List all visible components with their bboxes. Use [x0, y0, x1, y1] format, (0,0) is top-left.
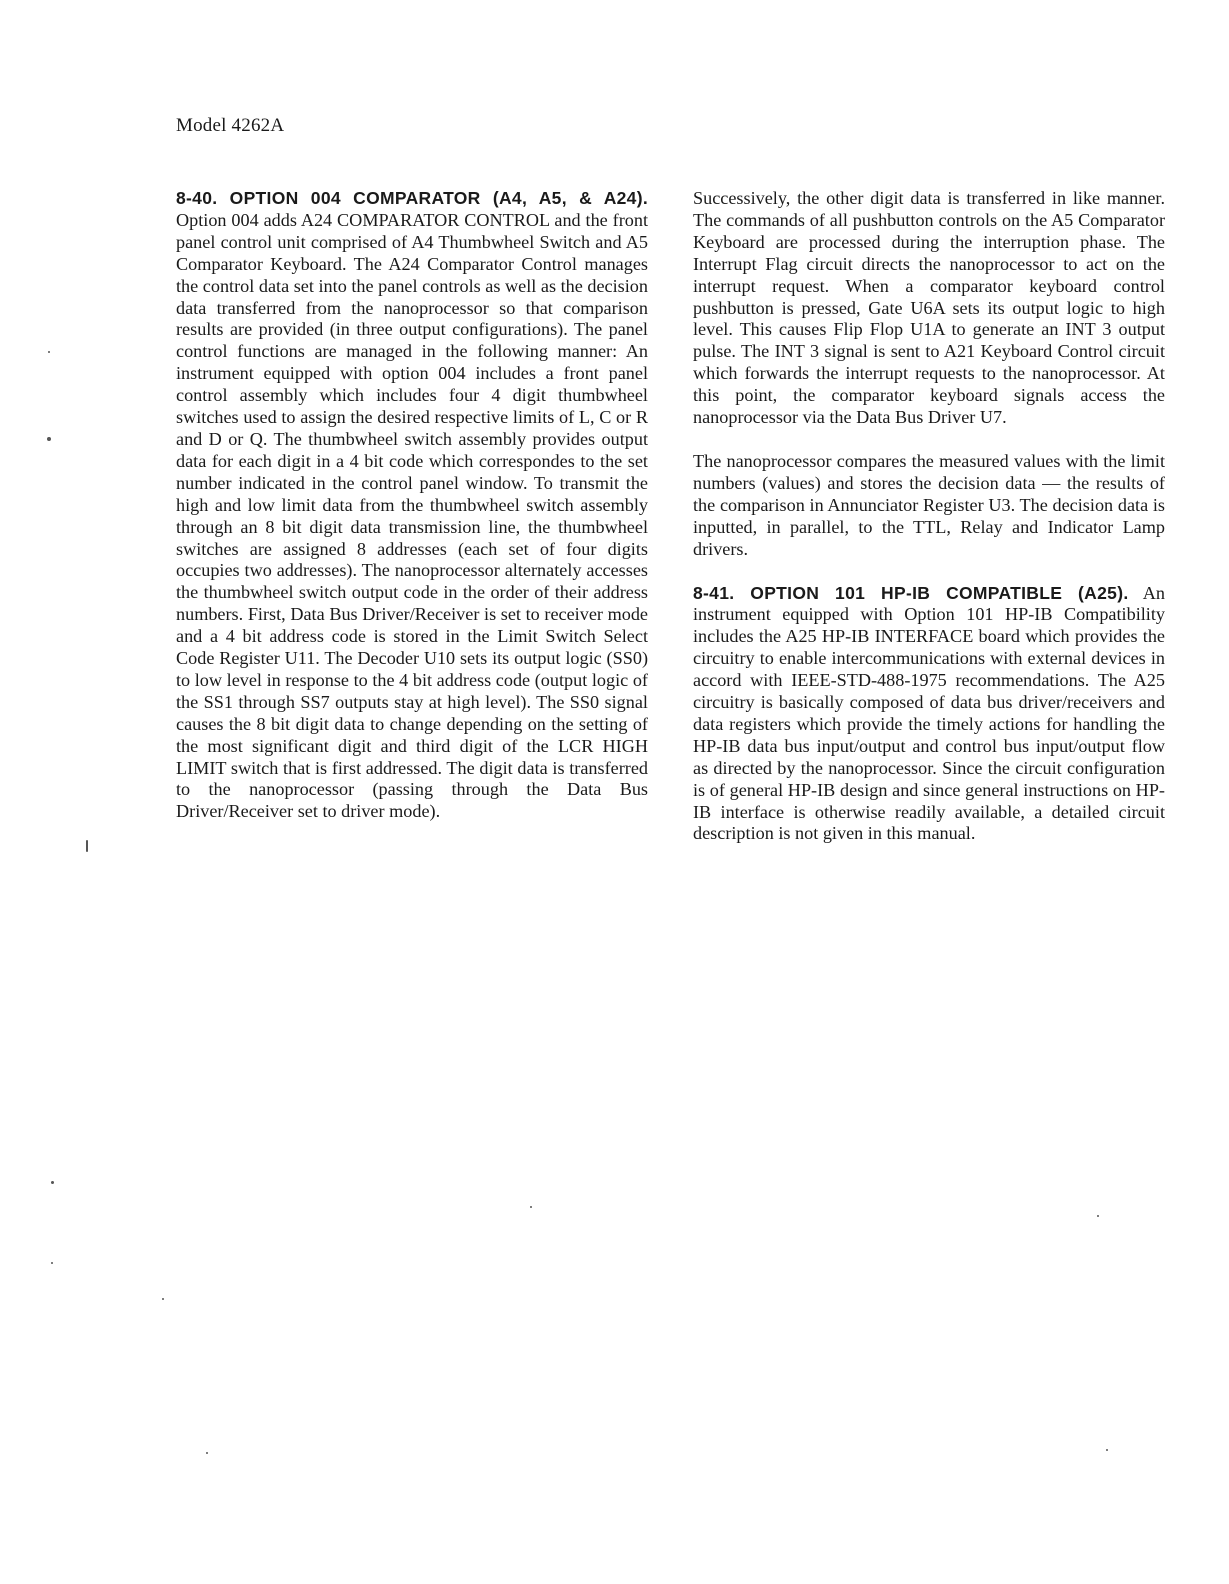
scan-speck — [1106, 1449, 1108, 1451]
scan-speck — [530, 1206, 532, 1208]
scan-speck — [51, 1181, 54, 1184]
section-heading-8-41: 8-41. OPTION 101 HP-IB COMPATIBLE (A25). — [693, 582, 1129, 603]
paragraph-comparison: The nanoprocessor compares the measured values with the limit numbers (values) and stores the decision data — the results of the comparison in Annunciator Register U3. The decision data is inputted, in parallel, to the TTL, Relay and Indicator Lamp drivers. — [693, 450, 1165, 559]
paragraph-continuation: Successively, the other digit data is transferred in like manner. The commands of all pushbutton controls on the A5 Comparator Keyboard are processed during the interruption phase. The Interrupt Flag circuit directs the nanoprocessor to act on the interrupt request. When a comparator keyboard control pushbutton is pressed, Gate U6A sets its output logic to high level. This causes Flip Flop U1A to generate an INT 3 output pulse. The INT 3 signal is sent to A21 Keyboard Control circuit which forwards the interrupt requests to the nanoprocessor. At this point, the comparator keyboard signals access the nanoprocessor via the Data Bus Driver U7. — [693, 188, 1165, 428]
scan-speck — [162, 1298, 164, 1300]
section-body-8-41: An instrument equipped with Option 101 HP-IB Compatibility includes the A25 HP-IB INTERFACE board which provides the circuitry to enable intercommunications with external devices in accord with IEEE-STD-488-1975 recommendations. The A25 circuitry is basically composed of data bus driver/receivers and data registers which provide the timely actions for handling the HP-IB data bus input/output and control bus input/output flow as directed by the nanoprocessor. Since the circuit configuration is of general HP-IB design and since general instructions on HP-IB interface is otherwise readily available, a detailed circuit description is not given in this manual. — [693, 582, 1165, 844]
scan-speck — [86, 840, 88, 852]
scan-speck — [48, 351, 50, 353]
left-column — [176, 188, 648, 845]
right-column — [693, 188, 1165, 867]
scan-speck — [206, 1452, 208, 1454]
scan-speck — [51, 1262, 53, 1264]
section-heading-8-40: 8-40. OPTION 004 COMPARATOR (A4, A5, & A24). — [176, 188, 648, 208]
section-8-40 — [176, 188, 648, 823]
page-header: Model 4262A — [176, 115, 285, 136]
scan-speck — [47, 437, 51, 441]
scan-speck — [1097, 1215, 1099, 1217]
section-8-41 — [693, 583, 1165, 846]
section-body-8-40: Option 004 adds A24 COMPARATOR CONTROL and the front panel control unit comprised of A4 Thumbwheel Switch and A5 Comparator Keyboard. The A24 Comparator Control manages the control data set into the panel controls as well as the decision data transferred from the nanoprocessor so that comparison results are provided (in three output configurations). The panel control functions are managed in the following manner: An instrument equipped with option 004 includes a front panel control assembly which includes four 4 digit thumbwheel switches used to assign the desired respective limits of L, C or R and D or Q. The thumbwheel switch assembly provides output data for each digit in a 4 bit code which correspondes to the set number indicated in the control panel window. To transmit the high and low limit data from the thumbwheel switch assembly through an 8 bit digit data transmission line, the thumbwheel switches are assigned 8 addresses (each set of four digits occupies two addresses). The nanoprocessor alternately accesses the thumbwheel switch output code in the order of their address numbers. First, Data Bus Driver/Receiver is set to receiver mode and a 4 bit address code is stored in the Limit Switch Select Code Register U11. The Decoder U10 sets its output logic (SS0) to low level in response to the 4 bit address code (output logic of the SS1 through SS7 outputs stay at high level). The SS0 signal causes the 8 bit digit data to change depending on the setting of the most significant digit and third digit of the LCR HIGH LIMIT switch that is first addressed. The digit data is transferred to the nanoprocessor (passing through the Data Bus Driver/Receiver set to driver mode). — [176, 209, 648, 822]
